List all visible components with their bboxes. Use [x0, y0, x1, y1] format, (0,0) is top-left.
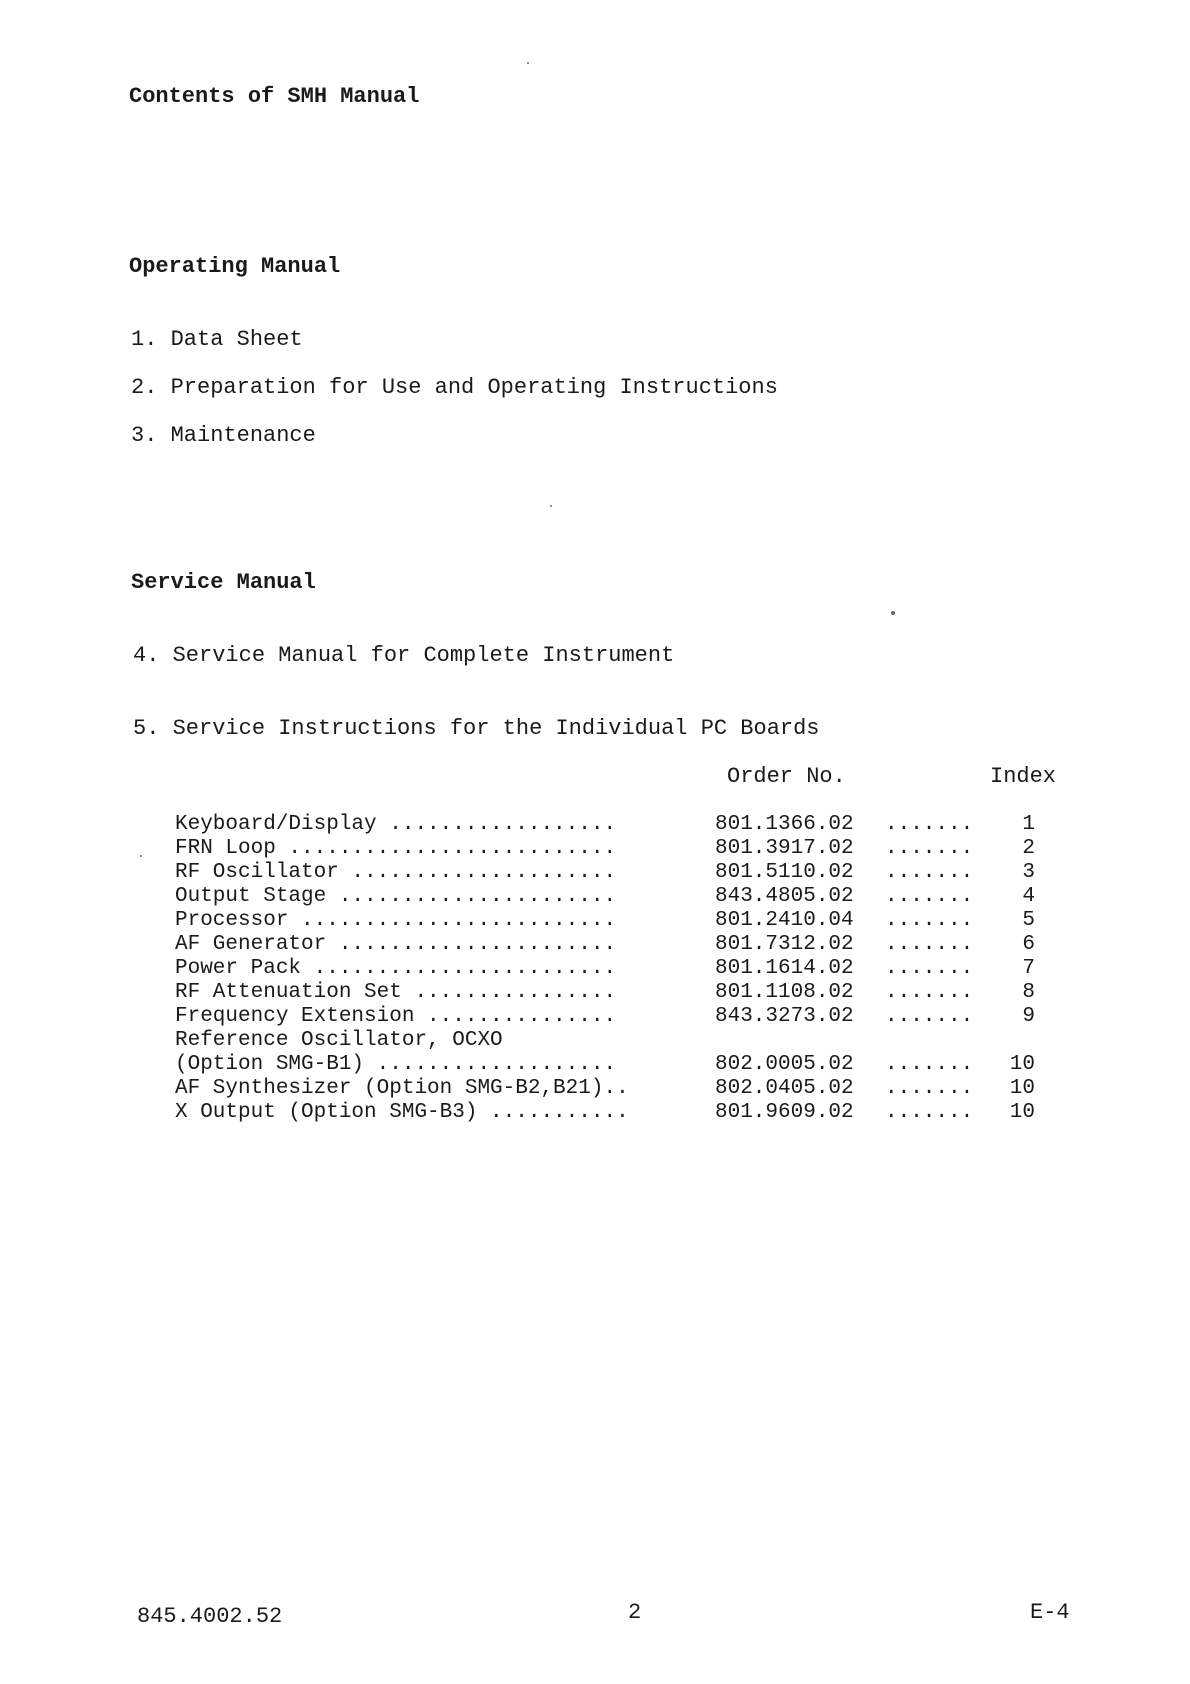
footer-doc-number: 845.4002.52 [137, 1604, 283, 1629]
board-name: FRN Loop .......................... [175, 837, 617, 860]
order-number: 801.5110.02 [715, 861, 854, 884]
scan-speck [527, 62, 529, 64]
operating-item-1: 1. Data Sheet [131, 327, 303, 352]
leader-dots: ....... [885, 1053, 974, 1076]
board-name: RF Attenuation Set ................ [175, 981, 617, 1004]
order-number: 801.3917.02 [715, 837, 854, 860]
operating-item-3: 3. Maintenance [131, 423, 316, 448]
footer-page-number: 2 [628, 1600, 642, 1625]
index-number: 3 [1022, 861, 1035, 884]
board-name: (Option SMG-B1) ................... [175, 1053, 617, 1076]
index-number: 10 [1009, 1101, 1035, 1124]
board-name: X Output (Option SMG-B3) ........... [175, 1101, 629, 1124]
order-number: 801.1108.02 [715, 981, 854, 1004]
index-number: 10 [1009, 1077, 1035, 1100]
leader-dots: ....... [885, 1101, 974, 1124]
leader-dots: ....... [885, 861, 974, 884]
scan-speck [891, 611, 895, 615]
index-number: 4 [1022, 885, 1035, 908]
operating-item-2: 2. Preparation for Use and Operating Instructions [131, 375, 778, 400]
leader-dots: ....... [885, 885, 974, 908]
board-name: AF Synthesizer (Option SMG-B2,B21).. [175, 1077, 629, 1100]
board-name: Processor ......................... [175, 909, 617, 932]
leader-dots: ....... [885, 933, 974, 956]
leader-dots: ....... [885, 813, 974, 836]
leader-dots: ....... [885, 1077, 974, 1100]
order-number: 801.1366.02 [715, 813, 854, 836]
scan-speck [140, 855, 142, 857]
board-name: Keyboard/Display .................. [175, 813, 617, 836]
service-manual-heading: Service Manual [131, 570, 316, 595]
order-number: 843.3273.02 [715, 1005, 854, 1028]
board-name: AF Generator ...................... [175, 933, 617, 956]
order-number: 801.2410.04 [715, 909, 854, 932]
index-number: 1 [1022, 813, 1035, 836]
service-item-5: 5. Service Instructions for the Individual PC Boards [133, 716, 820, 741]
page-title: Contents of SMH Manual [129, 84, 420, 109]
order-number: 801.1614.02 [715, 957, 854, 980]
index-number: 2 [1022, 837, 1035, 860]
leader-dots: ....... [885, 909, 974, 932]
index-number: 7 [1022, 957, 1035, 980]
board-name: Output Stage ...................... [175, 885, 617, 908]
column-header-order-no: Order No. [727, 764, 846, 789]
order-number: 801.9609.02 [715, 1101, 854, 1124]
leader-dots: ....... [885, 837, 974, 860]
board-name: Reference Oscillator, OCXO [175, 1029, 503, 1052]
leader-dots: ....... [885, 981, 974, 1004]
index-number: 9 [1022, 1005, 1035, 1028]
order-number: 802.0405.02 [715, 1077, 854, 1100]
operating-manual-heading: Operating Manual [129, 254, 341, 279]
board-name: Frequency Extension ............... [175, 1005, 617, 1028]
footer-code: E-4 [1030, 1600, 1070, 1625]
board-name: Power Pack ........................ [175, 957, 617, 980]
index-number: 6 [1022, 933, 1035, 956]
order-number: 843.4805.02 [715, 885, 854, 908]
service-item-4: 4. Service Manual for Complete Instrument [133, 643, 675, 668]
scan-speck [550, 505, 552, 507]
index-number: 8 [1022, 981, 1035, 1004]
board-name: RF Oscillator ..................... [175, 861, 617, 884]
index-number: 5 [1022, 909, 1035, 932]
order-number: 802.0005.02 [715, 1053, 854, 1076]
leader-dots: ....... [885, 957, 974, 980]
leader-dots: ....... [885, 1005, 974, 1028]
index-number: 10 [1009, 1053, 1035, 1076]
column-header-index: Index [990, 764, 1057, 789]
order-number: 801.7312.02 [715, 933, 854, 956]
